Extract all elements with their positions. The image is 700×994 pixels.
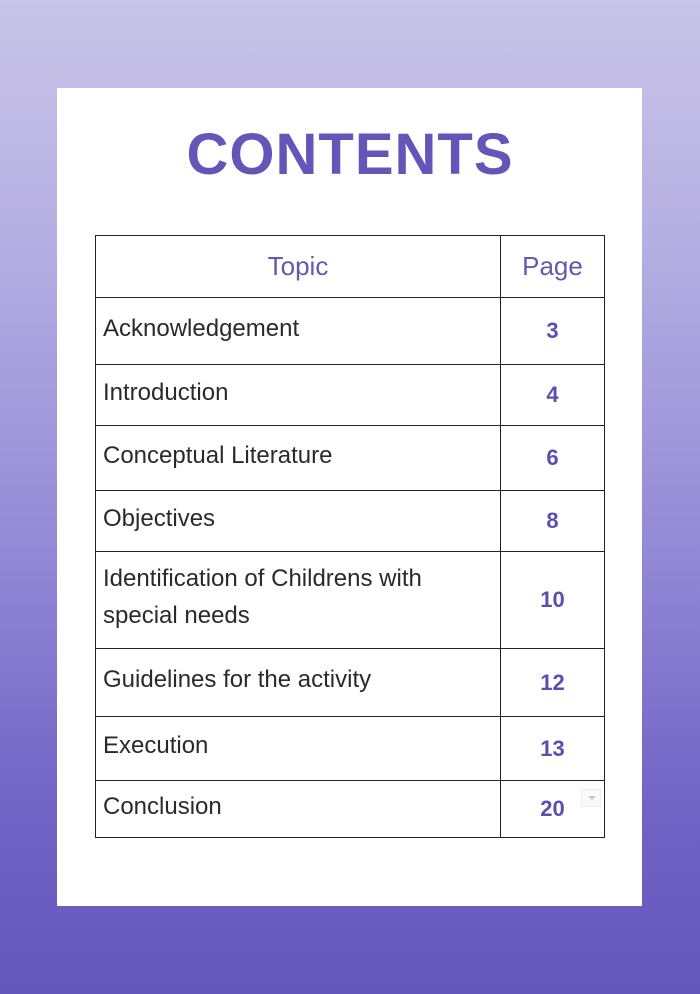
topic-cell: Objectives bbox=[96, 491, 501, 552]
topic-cell: Acknowledgement bbox=[96, 298, 501, 365]
column-header-page: Page bbox=[501, 236, 605, 298]
table-row bbox=[96, 298, 605, 365]
table-row bbox=[96, 491, 605, 552]
table-row bbox=[96, 426, 605, 491]
topic-cell: Execution bbox=[96, 717, 501, 781]
contents-table bbox=[95, 235, 605, 838]
page-cell bbox=[501, 781, 605, 838]
table-row bbox=[96, 649, 605, 717]
topic-cell: Introduction bbox=[96, 365, 501, 426]
page-cell: 3 bbox=[501, 298, 605, 365]
topic-cell: Conclusion bbox=[96, 781, 501, 838]
table-row bbox=[96, 552, 605, 649]
chevron-down-icon[interactable] bbox=[581, 789, 601, 807]
table-header-row bbox=[96, 236, 605, 298]
page-cell: 4 bbox=[501, 365, 605, 426]
topic-cell: Conceptual Literature bbox=[96, 426, 501, 491]
page-number: 20 bbox=[540, 796, 565, 821]
page-cell: 8 bbox=[501, 491, 605, 552]
topic-cell: Guidelines for the activity bbox=[96, 649, 501, 717]
table-row bbox=[96, 781, 605, 838]
page-cell: 13 bbox=[501, 717, 605, 781]
table-row bbox=[96, 365, 605, 426]
table-row bbox=[96, 717, 605, 781]
page-title: CONTENTS bbox=[186, 122, 514, 187]
page-cell: 10 bbox=[501, 552, 605, 649]
column-header-topic: Topic bbox=[96, 236, 501, 298]
page-cell: 6 bbox=[501, 426, 605, 491]
topic-cell: Identification of Childrens with special needs bbox=[96, 552, 501, 649]
page-cell: 12 bbox=[501, 649, 605, 717]
